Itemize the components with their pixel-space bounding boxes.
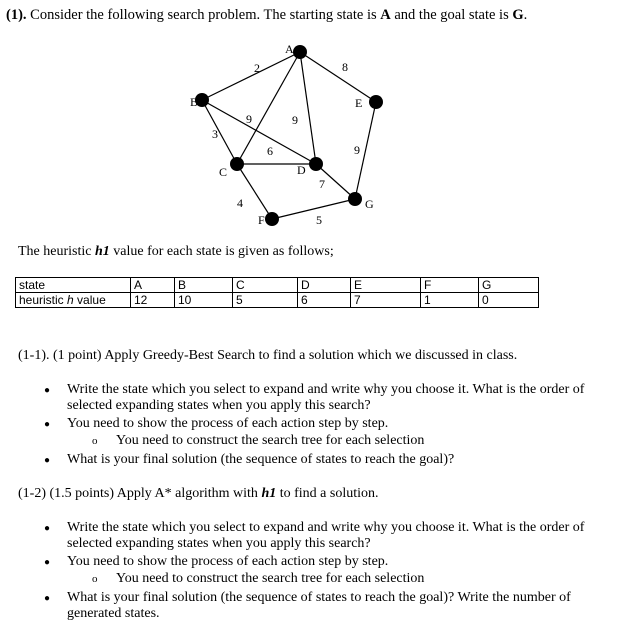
table-value-cell: 1: [421, 293, 479, 308]
table-state-cell: B: [175, 278, 233, 293]
heuristic-intro-before: The heuristic: [18, 244, 95, 259]
table-row-values: [16, 293, 539, 308]
edge-f-g: [272, 199, 355, 219]
node-c: [230, 157, 244, 171]
edge-weight-a-b: 2: [254, 61, 260, 75]
question-number: (1).: [6, 7, 27, 23]
bullet-icon: ●: [44, 523, 51, 534]
node-label-c: C: [219, 165, 228, 179]
edge-a-d: [300, 52, 316, 164]
part1-bullet-2: You need to show the process of each action step by step.: [67, 416, 389, 431]
bullet-icon: ●: [44, 593, 51, 604]
table-state-cell: A: [131, 278, 175, 293]
heuristic-intro-after: value for each state is given as follows;: [109, 244, 334, 259]
question-text-before: Consider the following search problem. The starting state is: [26, 7, 381, 23]
part2-sub-bullet: You need to construct the search tree for each selection: [116, 571, 425, 586]
edge-weight-a-c: 9: [246, 112, 252, 126]
node-label-a: A: [285, 42, 294, 56]
question-goal-state: G: [512, 7, 524, 23]
edge-weight-b-d: 6: [267, 144, 273, 158]
part2-heading-h: h1: [261, 486, 277, 501]
sub-bullet-icon: o: [92, 573, 98, 585]
table-value-cell: 6: [298, 293, 351, 308]
part2-bullet-3: What is your final solution (the sequence of states to reach the goal)? Write the number of generated states.: [67, 590, 571, 621]
part1-heading: (1-1). (1 point) Apply Greedy-Best Search to find a solution which we discussed in class.: [18, 348, 518, 363]
search-graph: [0, 0, 635, 240]
question-start-state: A: [380, 7, 391, 23]
heuristic-intro-h: h1: [94, 244, 110, 259]
edge-weight-d-g: 7: [319, 177, 325, 191]
question-text-end: .: [523, 7, 528, 23]
table-value-cell: 12: [131, 293, 175, 308]
edge-weight-f-g: 5: [316, 213, 322, 227]
table-header-heuristic: heuristic h value: [16, 293, 131, 308]
table-state-cell: F: [421, 278, 479, 293]
table-value-cell: 7: [351, 293, 421, 308]
table-state-cell: D: [298, 278, 351, 293]
edge-weight-b-c: 3: [212, 127, 218, 141]
table-state-cell: E: [351, 278, 421, 293]
bullet-icon: ●: [44, 419, 51, 430]
table-state-cell: C: [233, 278, 298, 293]
question-text-mid: and the goal state is: [390, 7, 513, 23]
node-g: [348, 192, 362, 206]
part2-heading-before: (1-2) (1.5 points) Apply A* algorithm with: [18, 486, 262, 501]
part2-heading-after: to find a solution.: [276, 486, 379, 501]
edge-a-b: [202, 52, 300, 100]
part2-bullet-1: Write the state which you select to expand and write why you choose it. What is the order of selected expanding states when you apply this search?: [67, 520, 585, 551]
table-state-cell: G: [479, 278, 539, 293]
sub-bullet-icon: o: [92, 435, 98, 447]
node-d: [309, 157, 323, 171]
edge-weight-a-e: 8: [342, 60, 348, 74]
table-value-cell: 5: [233, 293, 298, 308]
part1-bullet-1: Write the state which you select to expand and write why you choose it. What is the order of selected expanding states when you apply this search?: [67, 382, 585, 413]
table-header-state: state: [16, 278, 131, 293]
edge-weight-e-g: 9: [354, 143, 360, 157]
edge-c-f: [237, 164, 272, 219]
part1-bullet-3: What is your final solution (the sequence of states to reach the goal)?: [67, 452, 455, 467]
bullet-icon: ●: [44, 385, 51, 396]
node-f: [265, 212, 279, 226]
part1-sub-bullet: You need to construct the search tree for each selection: [116, 433, 425, 448]
node-label-g: G: [365, 197, 374, 211]
edge-weight-c-f: 4: [237, 196, 243, 210]
edge-weight-a-d: 9: [292, 113, 298, 127]
part2-bullet-2: You need to show the process of each action step by step.: [67, 554, 389, 569]
node-label-f: F: [258, 213, 265, 227]
node-a: [293, 45, 307, 59]
heuristic-intro: [18, 244, 334, 260]
table-value-cell: 0: [479, 293, 539, 308]
node-e: [369, 95, 383, 109]
node-label-b: B: [190, 95, 199, 109]
heuristic-table: [15, 277, 539, 308]
node-label-d: D: [297, 163, 306, 177]
edge-a-e: [300, 52, 376, 102]
bullet-icon: ●: [44, 557, 51, 568]
node-label-e: E: [355, 96, 363, 110]
bullet-icon: ●: [44, 455, 51, 466]
part2-heading: [18, 486, 379, 502]
table-row-states: [16, 278, 539, 293]
table-value-cell: 10: [175, 293, 233, 308]
